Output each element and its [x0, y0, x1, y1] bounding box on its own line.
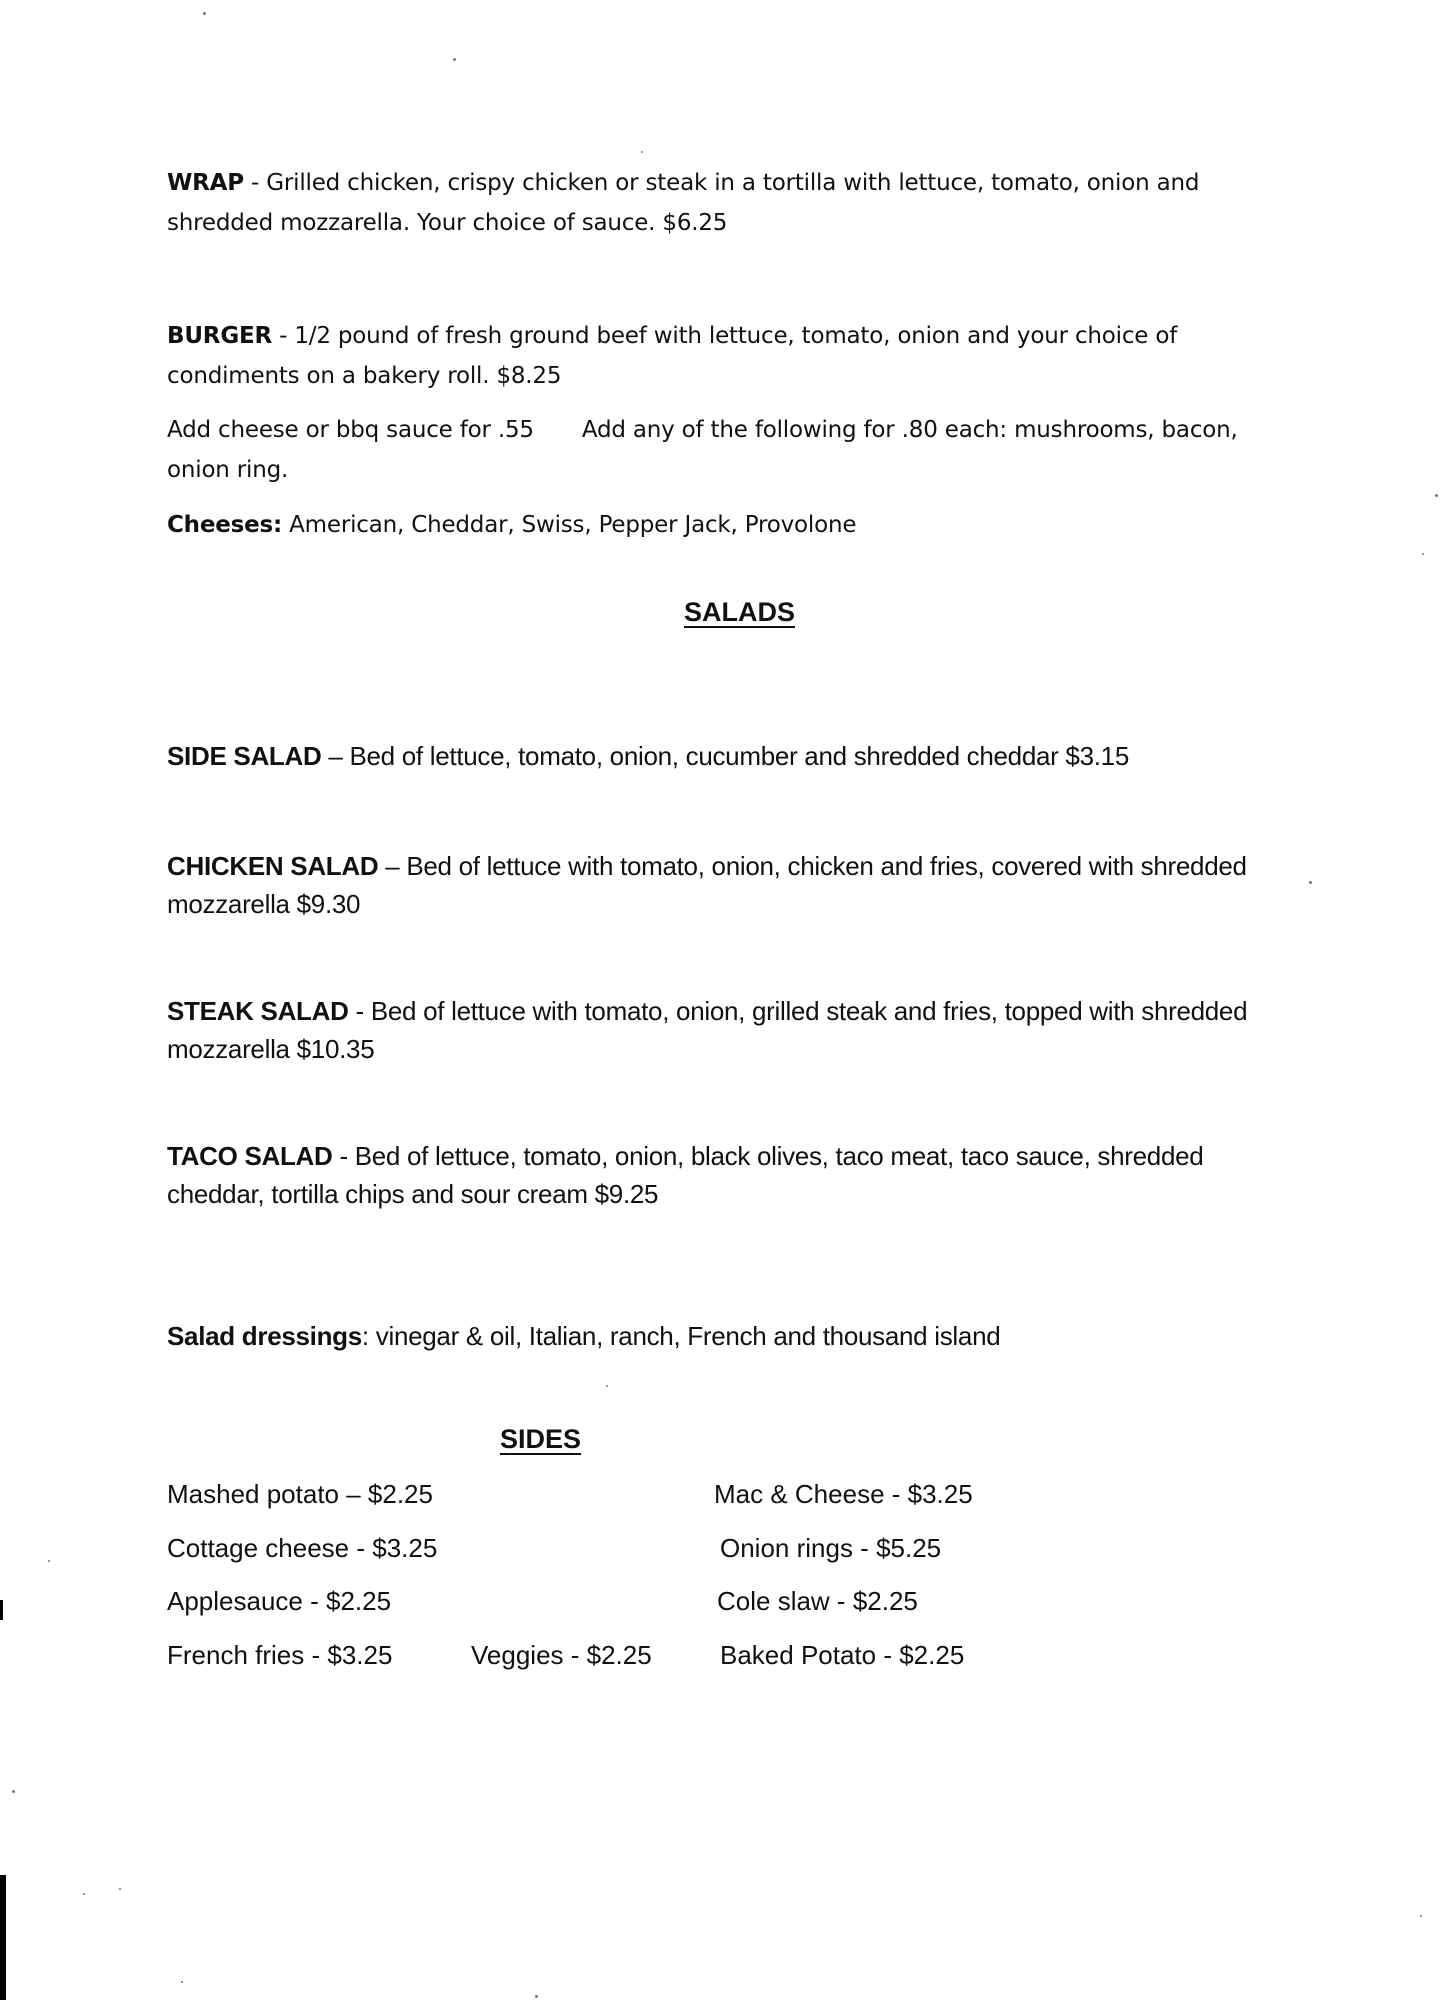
sides-heading: SIDES — [500, 1424, 582, 1454]
scan-edge-mark — [0, 1875, 6, 2000]
scan-speck — [535, 1995, 538, 1998]
scan-speck — [641, 151, 643, 153]
salad-item-side — [167, 737, 1297, 775]
scan-speck — [1435, 494, 1438, 497]
salad-description: Bed of lettuce, tomato, onion, cucumber and shredded cheddar $3.15 — [349, 741, 1129, 771]
scan-speck — [606, 1385, 608, 1387]
burger-separator: - — [272, 323, 295, 349]
side-item: Mashed potato – $2.25 — [167, 1479, 433, 1509]
wrap-separator: - — [243, 170, 267, 196]
salad-separator: - — [332, 1141, 355, 1171]
wrap-description: Grilled chicken, crispy chicken or steak in a tortilla with lettuce, tomato, onion and shredded mozzarella. Your choice of sauce. $6.25 — [167, 170, 1200, 236]
side-item: Mac & Cheese - $3.25 — [714, 1479, 973, 1509]
scan-speck — [119, 1888, 121, 1890]
salad-separator: - — [348, 996, 371, 1026]
burger-item — [167, 316, 1297, 396]
side-item: Veggies - $2.25 — [471, 1640, 652, 1670]
salad-name: TACO SALAD — [167, 1141, 333, 1171]
wrap-name: WRAP — [167, 170, 244, 196]
burger-addon-other: Add any of the following for .80 each: mushrooms, bacon, onion ring. — [167, 417, 1238, 483]
burger-description: 1/2 pound of fresh ground beef with lettuce, tomato, onion and your choice of condiments on a bakery roll. $8.25 — [167, 323, 1178, 389]
scan-speck — [1309, 881, 1312, 884]
side-item: Cole slaw - $2.25 — [717, 1586, 918, 1616]
salads-heading: SALADS — [684, 597, 796, 627]
scan-speck — [203, 12, 206, 15]
side-item: Cottage cheese - $3.25 — [167, 1533, 438, 1563]
scan-speck — [453, 58, 456, 61]
scan-speck — [12, 1790, 15, 1793]
scan-speck — [181, 1981, 183, 1983]
burger-cheeses — [167, 505, 1297, 545]
salad-item-taco — [167, 1137, 1297, 1213]
scan-speck — [48, 1560, 50, 1562]
scan-speck — [1420, 1915, 1422, 1917]
scan-speck — [1422, 553, 1424, 555]
dressings-list: : vinegar & oil, Italian, ranch, French and thousand island — [361, 1321, 1001, 1351]
salad-dressings — [167, 1317, 1297, 1355]
side-item: Baked Potato - $2.25 — [720, 1640, 965, 1670]
scan-edge-mark — [0, 1600, 3, 1620]
salad-name: STEAK SALAD — [167, 996, 349, 1026]
scan-speck — [83, 1893, 85, 1895]
wrap-item — [167, 163, 1297, 243]
salad-item-chicken — [167, 847, 1297, 923]
cheeses-label: Cheeses: — [167, 512, 283, 538]
cheeses-list: American, Cheddar, Swiss, Pepper Jack, Provolone — [282, 512, 857, 538]
side-item: Applesauce - $2.25 — [167, 1586, 392, 1616]
burger-addons — [167, 410, 1297, 490]
salad-separator: – — [378, 851, 407, 881]
salad-name: CHICKEN SALAD — [167, 851, 379, 881]
salad-description: Bed of lettuce with tomato, onion, grilled steak and fries, topped with shredded mozzarella $10.35 — [167, 996, 1248, 1064]
burger-name: BURGER — [167, 323, 273, 349]
salad-name: SIDE SALAD — [167, 741, 322, 771]
dressings-label: Salad dressings — [167, 1321, 362, 1351]
side-item: French fries - $3.25 — [167, 1640, 393, 1670]
salad-description: Bed of lettuce, tomato, onion, black olives, taco meat, taco sauce, shredded cheddar, tortilla chips and sour cream $9.25 — [167, 1141, 1204, 1209]
salad-item-steak — [167, 992, 1297, 1068]
salad-description: Bed of lettuce with tomato, onion, chicken and fries, covered with shredded mozzarella $9.30 — [167, 851, 1247, 919]
salad-separator: – — [321, 741, 350, 771]
burger-addon-cheese: Add cheese or bbq sauce for .55 — [167, 417, 534, 443]
side-item: Onion rings - $5.25 — [720, 1533, 942, 1563]
